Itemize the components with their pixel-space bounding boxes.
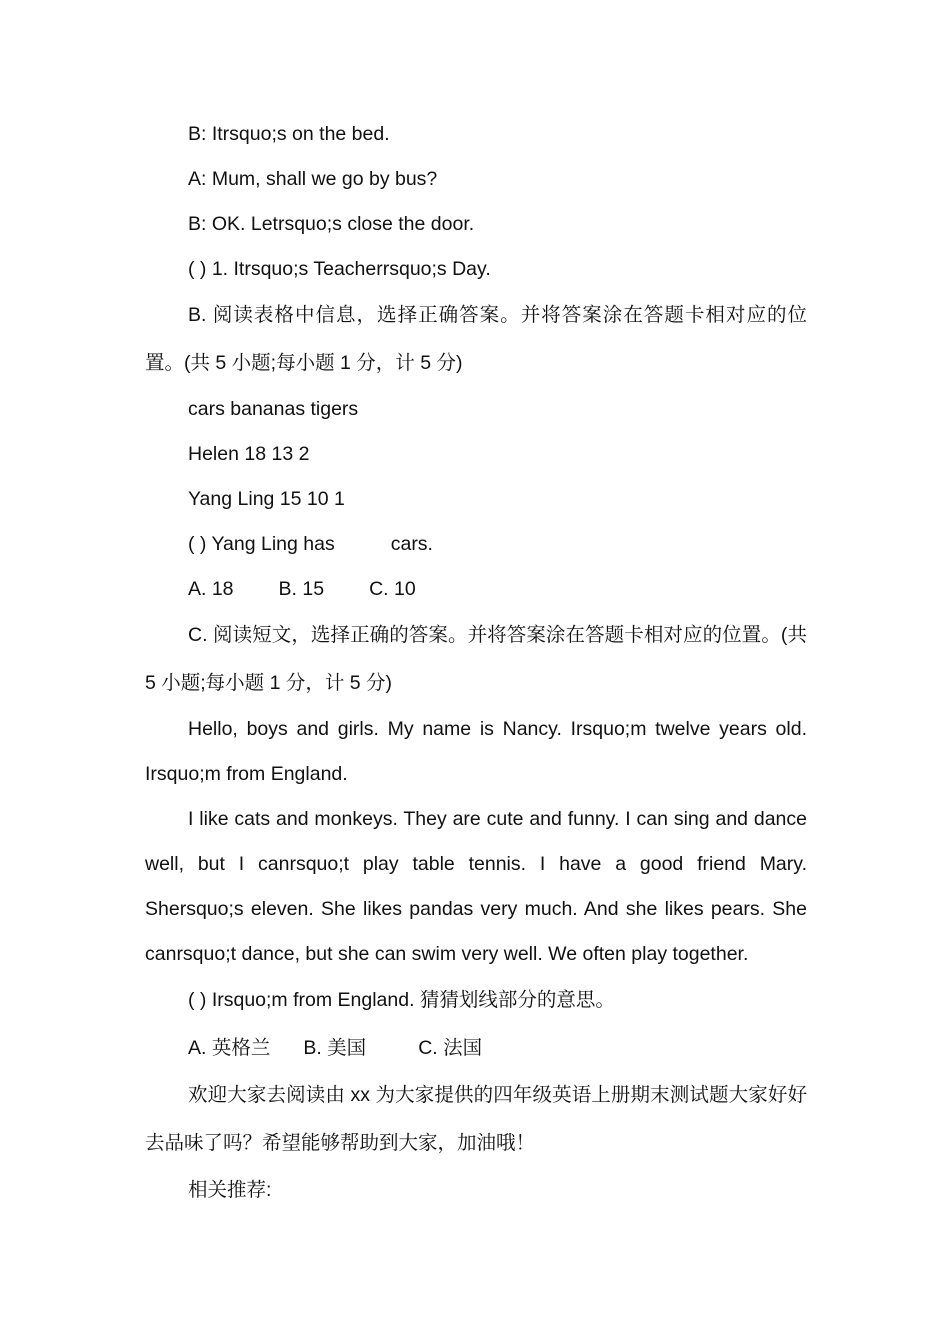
passage-paragraph-1: Hello, boys and girls. My name is Nancy. Irsquo;m twelve years old. Irsquo;m from England. xyxy=(145,718,807,785)
option-b: B. 美国 xyxy=(303,1036,367,1059)
related-recommendations: 相关推荐: xyxy=(188,1179,272,1201)
section-c-heading: C. 阅读短文，选择正确的答案。并将答案涂在答题卡相对应的位置。(共 5 小题;每小题 1 分，计 5 分) xyxy=(145,624,807,694)
options-england xyxy=(145,1025,807,1073)
question-england: ( ) Irsquo;m from England. 猜猜划线部分的意思。 xyxy=(188,989,615,1011)
document-page xyxy=(145,112,807,1215)
question-text-part-2: cars. xyxy=(390,533,433,555)
option-b: B. 15 xyxy=(278,578,325,600)
table-header-row: cars bananas tigers xyxy=(188,398,359,420)
closing-paragraph: 欢迎大家去阅读由 xx 为大家提供的四年级英语上册期末测试题大家好好去品味了吗？希望能够帮助到大家，加油哦！ xyxy=(145,1084,807,1154)
table-row-yang-ling: Yang Ling 15 10 1 xyxy=(188,488,345,510)
option-a: A. 18 xyxy=(188,578,234,600)
option-c: C. 法国 xyxy=(418,1036,483,1059)
dialogue-line-2: A: Mum, shall we go by bus? xyxy=(188,168,438,190)
options-cars xyxy=(145,567,807,612)
question-1-stem: ( ) 1. Itrsquo;s Teacherrsquo;s Day. xyxy=(188,258,491,280)
question-text-part-1: ( ) Yang Ling has xyxy=(188,533,335,555)
option-c: C. 10 xyxy=(369,578,416,600)
dialogue-line-3: B: OK. Letrsquo;s close the door. xyxy=(188,213,475,235)
table-row-helen: Helen 18 13 2 xyxy=(188,443,310,465)
section-b-heading: B. 阅读表格中信息，选择正确答案。并将答案涂在答题卡相对应的位置。(共 5 小题;每小题 1 分，计 5 分) xyxy=(145,304,807,374)
dialogue-line-1: B: Itrsquo;s on the bed. xyxy=(188,123,390,145)
passage-paragraph-2: I like cats and monkeys. They are cute and funny. I can sing and dance well, but I canrsquo;t play table tennis. I have a good friend Mary. Shersquo;s eleven. She likes pandas very much. And she likes pears. She canrsquo;t dance, but she can swim very well. We often play together. xyxy=(145,808,807,965)
option-a: A. 英格兰 xyxy=(188,1036,271,1059)
question-yang-ling-cars xyxy=(145,522,807,567)
